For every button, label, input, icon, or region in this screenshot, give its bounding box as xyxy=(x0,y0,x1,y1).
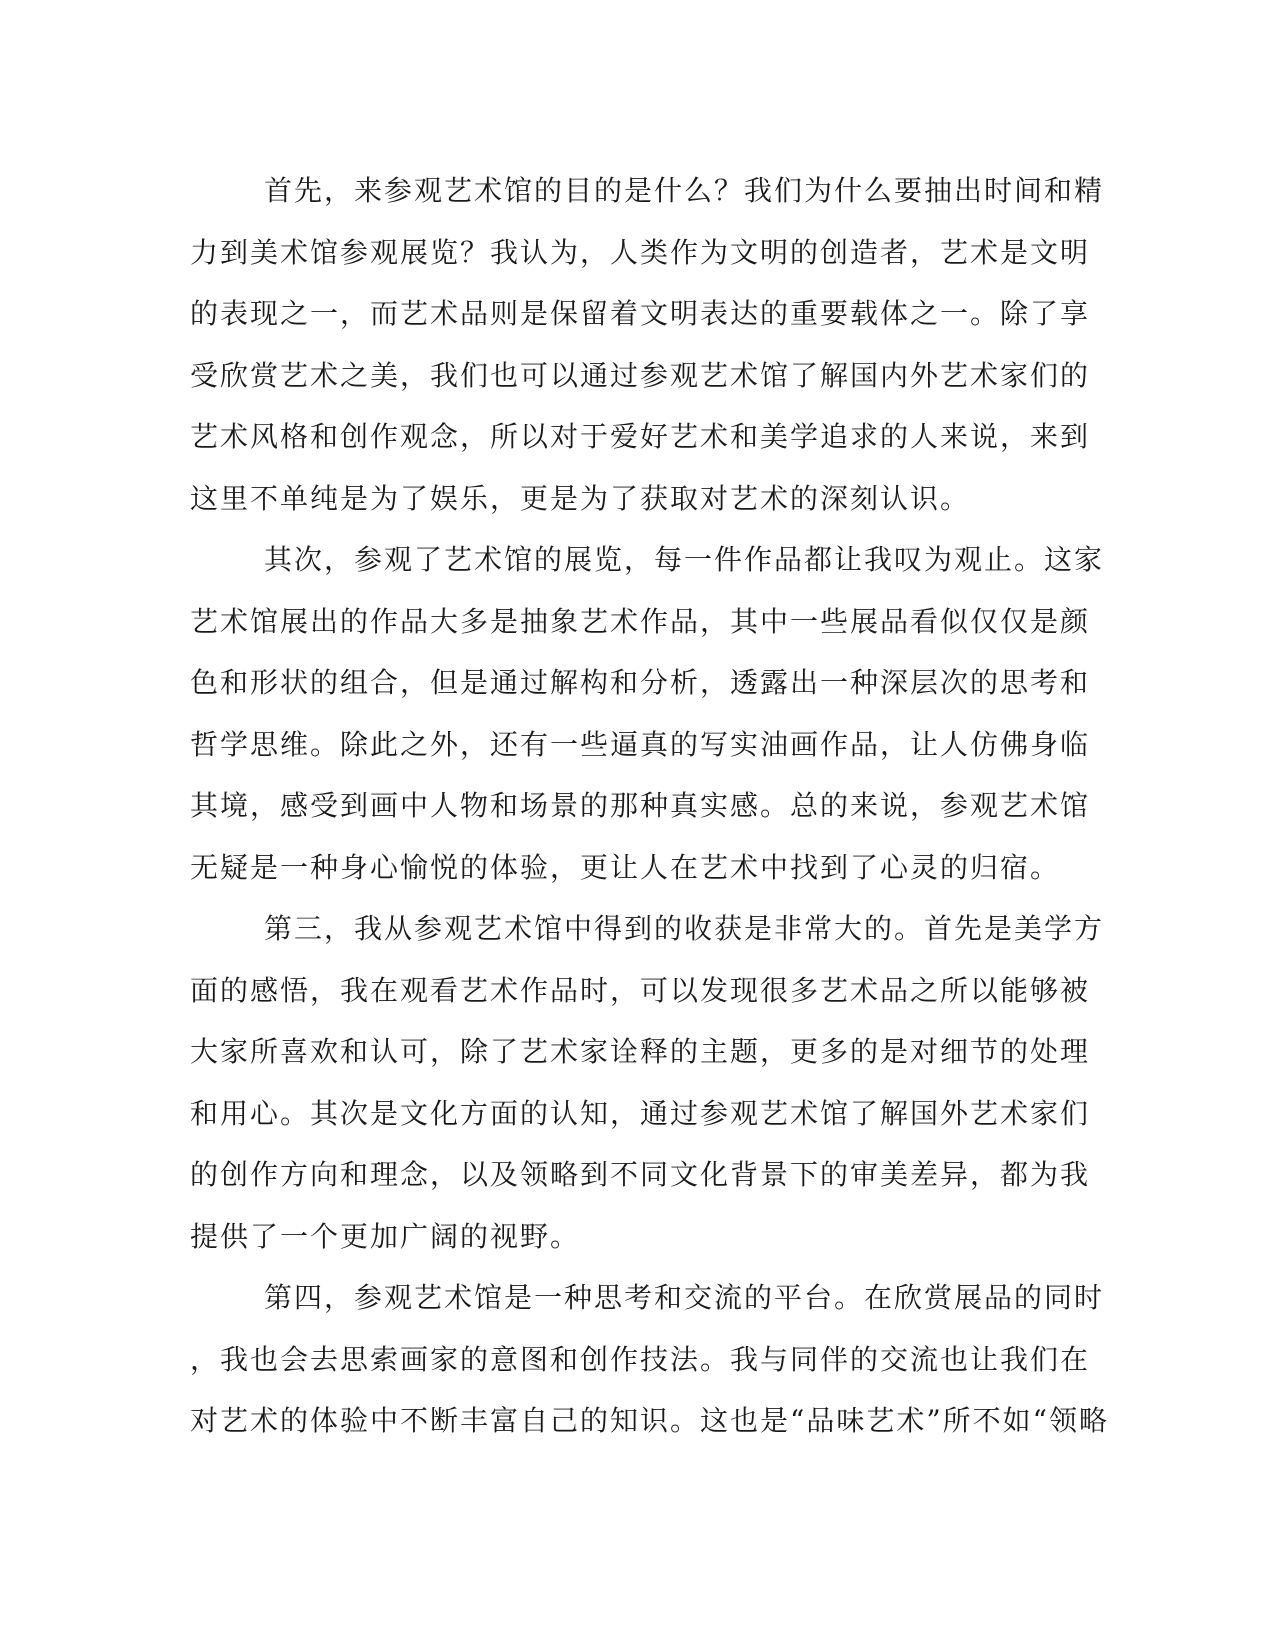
paragraph-line: 第三，我从参观艺术馆中得到的收获是非常大的。首先是美学方 xyxy=(264,912,1105,945)
paragraph-line: 其境，感受到画中人物和场景的那种真实感。总的来说，参观艺术馆 xyxy=(190,789,1091,822)
paragraph-line: 艺术风格和创作观念，所以对于爱好艺术和美学追求的人来说，来到 xyxy=(190,420,1091,453)
paragraph-line: ，我也会去思索画家的意图和创作技法。我与同伴的交流也让我们在 xyxy=(190,1342,1091,1376)
paragraph-3 xyxy=(190,898,1105,1267)
paragraph-line: 面的感悟，我在观看艺术作品时，可以发现很多艺术品之所以能够被 xyxy=(190,973,1091,1007)
document-body xyxy=(190,160,1109,1452)
paragraph-line: 第四，参观艺术馆是一种思考和交流的平台。在欣赏展品的同时 xyxy=(264,1281,1105,1314)
paragraph-line: 哲学思维。除此之外，还有一些逼真的写实油画作品，让人仿佛身临 xyxy=(190,727,1091,761)
paragraph-line: 这里不单纯是为了娱乐，更是为了获取对艺术的深刻认识。 xyxy=(190,481,971,515)
paragraph-line: 提供了一个更加广阔的视野。 xyxy=(190,1219,581,1253)
paragraph-line: 首先，来参观艺术馆的目的是什么？我们为什么要抽出时间和精 xyxy=(264,174,1105,207)
paragraph-4 xyxy=(190,1267,1109,1452)
paragraph-1 xyxy=(190,160,1105,529)
paragraph-line: 无疑是一种身心愉悦的体验，更让人在艺术中找到了心灵的归宿。 xyxy=(190,850,1061,884)
paragraph-line: 其次，参观了艺术馆的展览，每一件作品都让我叹为观止。这家 xyxy=(264,543,1105,576)
paragraph-line: 艺术馆展出的作品大多是抽象艺术作品，其中一些展品看似仅仅是颜 xyxy=(190,604,1091,638)
paragraph-line: 和用心。其次是文化方面的认知，通过参观艺术馆了解国外艺术家们 xyxy=(190,1096,1091,1130)
paragraph-line: 大家所喜欢和认可，除了艺术家诠释的主题，更多的是对细节的处理 xyxy=(190,1035,1091,1068)
paragraph-line: 力到美术馆参观展览？我认为，人类作为文明的创造者，艺术是文明 xyxy=(190,235,1091,269)
paragraph-line: 的表现之一，而艺术品则是保留着文明表达的重要载体之一。除了享 xyxy=(190,297,1091,330)
paragraph-line: 对艺术的体验中不断丰富自己的知识。这也是“品味艺术”所不如“领略 xyxy=(190,1404,1109,1437)
paragraph-line: 色和形状的组合，但是通过解构和分析，透露出一种深层次的思考和 xyxy=(190,666,1091,699)
paragraph-line: 的创作方向和理念，以及领略到不同文化背景下的审美差异，都为我 xyxy=(190,1158,1091,1191)
paragraph-2 xyxy=(190,529,1105,898)
paragraph-line: 受欣赏艺术之美，我们也可以通过参观艺术馆了解国内外艺术家们的 xyxy=(190,358,1091,392)
